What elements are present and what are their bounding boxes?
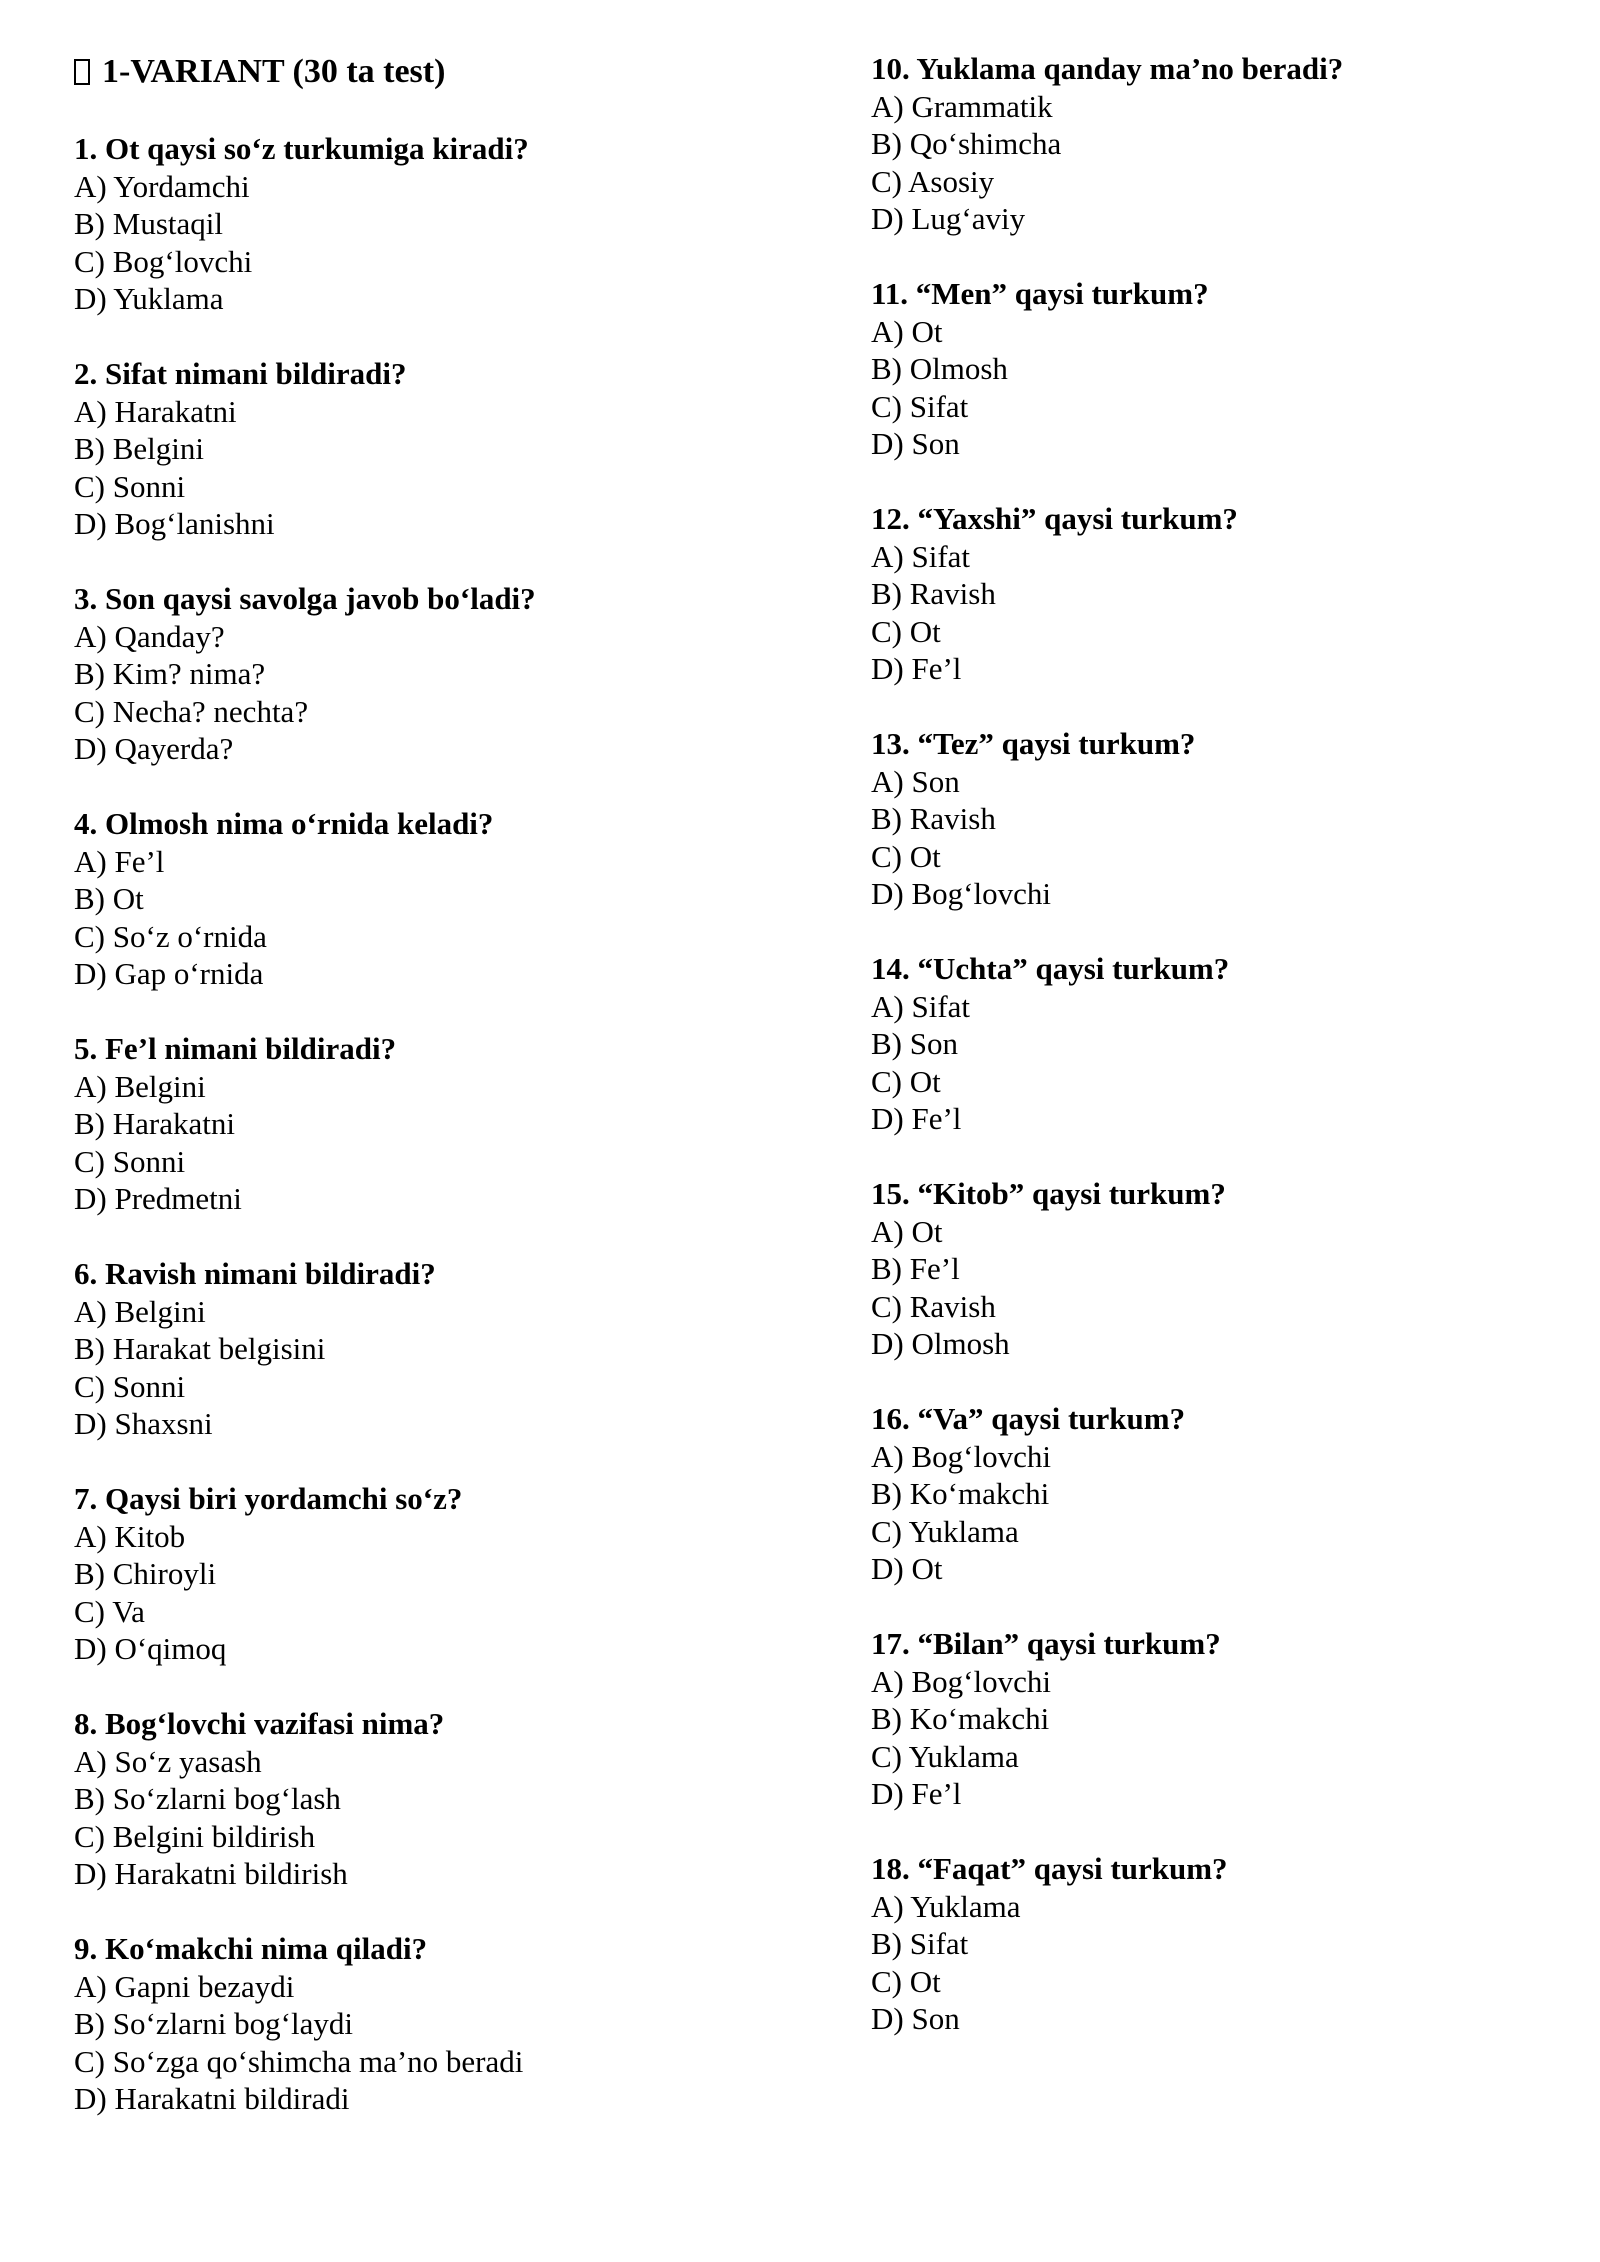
- answer-option: D) Ot: [871, 1551, 943, 1586]
- answer-option: A) Belgini: [74, 1293, 206, 1329]
- question-block: [74, 355, 834, 543]
- answer-option: A) Yuklama: [871, 1888, 1021, 1924]
- answer-option: D) Bog‘lanishni: [74, 506, 275, 541]
- answer-option: D) O‘qimoq: [74, 1631, 227, 1666]
- question-block: [871, 950, 1600, 1138]
- question-title: 13. “Tez” qaysi turkum?: [871, 726, 1196, 761]
- answer-option: C) Sonni: [74, 468, 186, 504]
- answer-option: B) Chiroyli: [74, 1556, 217, 1591]
- question-title: 16. “Va” qaysi turkum?: [871, 1401, 1186, 1436]
- answer-option: B) Sifat: [871, 1926, 969, 1961]
- answer-option: C) Sonni: [74, 1368, 186, 1404]
- left-column: [74, 50, 834, 2155]
- question-block: [871, 1850, 1600, 2038]
- question-block: [871, 50, 1600, 238]
- answer-option: A) Qanday?: [74, 618, 225, 654]
- question-title: 2. Sifat nimani bildiradi?: [74, 356, 407, 391]
- answer-option: C) Bog‘lovchi: [74, 243, 253, 279]
- answer-option: B) Belgini: [74, 431, 205, 466]
- answer-option: A) Grammatik: [871, 88, 1053, 124]
- answer-option: B) Son: [871, 1026, 958, 1061]
- answer-option: C) So‘z o‘rnida: [74, 918, 267, 954]
- answer-option: A) Belgini: [74, 1068, 206, 1104]
- question-title: 12. “Yaxshi” qaysi turkum?: [871, 501, 1238, 536]
- question-title: 14. “Uchta” qaysi turkum?: [871, 951, 1230, 986]
- answer-option: A) Kitob: [74, 1518, 186, 1554]
- answer-option: B) Harakat belgisini: [74, 1331, 326, 1366]
- answer-option: A) Sifat: [871, 538, 971, 574]
- answer-option: A) Sifat: [871, 988, 971, 1024]
- answer-option: A) Yordamchi: [74, 168, 250, 204]
- answer-option: D) Bog‘lovchi: [871, 876, 1051, 911]
- question-block: [74, 1480, 834, 1668]
- question-block: [871, 1625, 1600, 1813]
- answer-option: B) Fe’l: [871, 1251, 960, 1286]
- question-block: [74, 805, 834, 993]
- answer-option: C) Ravish: [871, 1288, 996, 1324]
- answer-option: A) Gapni bezaydi: [74, 1968, 295, 2004]
- answer-option: C) Sifat: [871, 388, 969, 424]
- missing-glyph-icon: [74, 59, 90, 85]
- right-column: [871, 50, 1600, 2075]
- question-block: [74, 1255, 834, 1443]
- question-block: [74, 1030, 834, 1218]
- question-title: 18. “Faqat” qaysi turkum?: [871, 1851, 1228, 1886]
- question-block: [74, 1930, 834, 2118]
- question-title: 9. Ko‘makchi nima qiladi?: [74, 1931, 428, 1966]
- question-block: [871, 500, 1600, 688]
- question-title: 1. Ot qaysi so‘z turkumiga kiradi?: [74, 131, 529, 166]
- answer-option: A) Ot: [871, 1213, 943, 1249]
- answer-option: A) Fe’l: [74, 843, 165, 879]
- answer-option: D) Son: [871, 2001, 960, 2036]
- answer-option: C) Necha? nechta?: [74, 693, 309, 729]
- answer-option: D) Olmosh: [871, 1326, 1010, 1361]
- variant-heading: [74, 50, 834, 94]
- question-title: 3. Son qaysi savolga javob bo‘ladi?: [74, 581, 536, 616]
- answer-option: D) Fe’l: [871, 1776, 962, 1811]
- question-title: 11. “Men” qaysi turkum?: [871, 276, 1209, 311]
- answer-option: C) Ot: [871, 838, 941, 874]
- answer-option: B) Ravish: [871, 576, 996, 611]
- answer-option: D) Lug‘aviy: [871, 201, 1026, 236]
- answer-option: B) Ko‘makchi: [871, 1701, 1050, 1736]
- answer-option: C) So‘zga qo‘shimcha ma’no beradi: [74, 2043, 524, 2079]
- answer-option: B) Ot: [74, 881, 144, 916]
- variant-title: 1-VARIANT (30 ta test): [102, 53, 446, 90]
- answer-option: B) Kim? nima?: [74, 656, 266, 691]
- answer-option: D) Fe’l: [871, 651, 962, 686]
- answer-option: C) Belgini bildirish: [74, 1818, 316, 1854]
- answer-option: B) Qo‘shimcha: [871, 126, 1062, 161]
- question-block: [871, 1175, 1600, 1363]
- question-title: 8. Bog‘lovchi vazifasi nima?: [74, 1706, 445, 1741]
- answer-option: C) Ot: [871, 1063, 941, 1099]
- question-block: [74, 1705, 834, 1893]
- answer-option: D) Harakatni bildiradi: [74, 2081, 350, 2116]
- answer-option: A) Son: [871, 763, 960, 799]
- question-block: [871, 1400, 1600, 1588]
- answer-option: B) Olmosh: [871, 351, 1008, 386]
- answer-option: C) Asosiy: [871, 163, 995, 199]
- answer-option: D) Fe’l: [871, 1101, 962, 1136]
- answer-option: B) So‘zlarni bog‘laydi: [74, 2006, 353, 2041]
- question-block: [74, 130, 834, 318]
- answer-option: B) Mustaqil: [74, 206, 223, 241]
- answer-option: D) Shaxsni: [74, 1406, 213, 1441]
- question-title: 10. Yuklama qanday ma’no beradi?: [871, 51, 1344, 86]
- answer-option: A) So‘z yasash: [74, 1743, 262, 1779]
- answer-option: B) Harakatni: [74, 1106, 235, 1141]
- question-block: [74, 580, 834, 768]
- answer-option: C) Yuklama: [871, 1738, 1019, 1774]
- question-title: 15. “Kitob” qaysi turkum?: [871, 1176, 1226, 1211]
- question-title: 5. Fe’l nimani bildiradi?: [74, 1031, 397, 1066]
- question-title: 17. “Bilan” qaysi turkum?: [871, 1626, 1221, 1661]
- answer-option: D) Predmetni: [74, 1181, 242, 1216]
- question-block: [871, 725, 1600, 913]
- answer-option: C) Ot: [871, 1963, 941, 1999]
- answer-option: B) Ko‘makchi: [871, 1476, 1050, 1511]
- answer-option: A) Bog‘lovchi: [871, 1663, 1051, 1699]
- answer-option: C) Va: [74, 1593, 145, 1629]
- question-title: 4. Olmosh nima o‘rnida keladi?: [74, 806, 494, 841]
- answer-option: D) Harakatni bildirish: [74, 1856, 348, 1891]
- answer-option: B) So‘zlarni bog‘lash: [74, 1781, 341, 1816]
- answer-option: D) Yuklama: [74, 281, 224, 316]
- answer-option: A) Bog‘lovchi: [871, 1438, 1051, 1474]
- answer-option: C) Ot: [871, 613, 941, 649]
- question-block: [871, 275, 1600, 463]
- right-question-list: [871, 50, 1600, 2038]
- answer-option: C) Yuklama: [871, 1513, 1019, 1549]
- left-question-list: [74, 130, 834, 2118]
- answer-option: D) Qayerda?: [74, 731, 234, 766]
- answer-option: A) Harakatni: [74, 393, 237, 429]
- answer-option: C) Sonni: [74, 1143, 186, 1179]
- question-title: 6. Ravish nimani bildiradi?: [74, 1256, 436, 1291]
- question-title: 7. Qaysi biri yordamchi so‘z?: [74, 1481, 463, 1516]
- answer-option: D) Son: [871, 426, 960, 461]
- answer-option: D) Gap o‘rnida: [74, 956, 264, 991]
- answer-option: B) Ravish: [871, 801, 996, 836]
- answer-option: A) Ot: [871, 313, 943, 349]
